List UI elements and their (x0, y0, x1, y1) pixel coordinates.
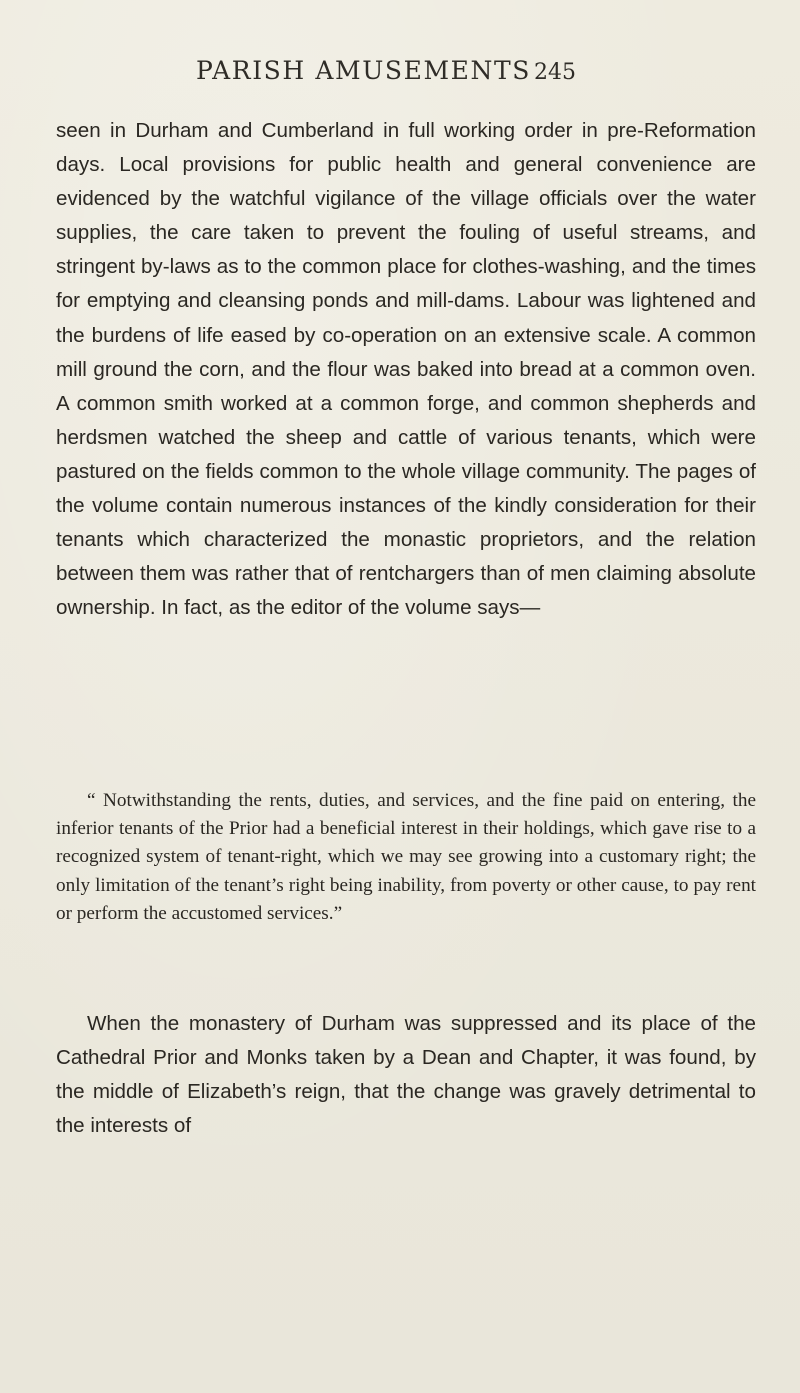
paragraph-1: seen in Durham and Cumberland in full working order in pre-Reformation days. Local provisions for public health and general convenience are evidenced by the watchful vigilance of the village officials over the water supplies, the care taken to prevent the fouling of useful streams, and stringent by-laws as to the common place for clothes-washing, and the times for emptying and cleansing ponds and mill-dams. Labour was lightened and the burdens of life eased by co-operation on an extensive scale. A common mill ground the corn, and the flour was baked into bread at a common oven. A common smith worked at a common forge, and common shepherds and herdsmen watched the sheep and cattle of various tenants, which were pastured on the fields common to the whole village community. The pages of the volume contain numerous instances of the kindly consideration for their tenants which characterized the monastic proprietors, and the relation between them was rather that of rentchargers than of men claiming absolute ownership. In fact, as the editor of the volume says— (56, 119, 756, 620)
paragraph-2: When the monastery of Durham was suppressed and its place of the Cathedral Prior and Monks taken by a Dean and Chapter, it was found, by the middle of Elizabeth’s reign, that the change was gravely detrimental to the interests of (56, 1012, 756, 1138)
page-number: 245 (534, 60, 576, 85)
running-head: PARISH AMUSEMENTS (196, 56, 531, 85)
page-header (56, 56, 756, 96)
block-quotation: “ Notwithstanding the rents, duties, and services, and the fine paid on entering, the inferior tenants of the Prior had a beneficial interest in their holdings, which gave rise to a recognized system of tenant-right, which we may see growing into a customary right; the only limitation of the tenant’s right being inability, from poverty or other cause, to pay rent or perform the accustomed services.” (56, 790, 756, 924)
